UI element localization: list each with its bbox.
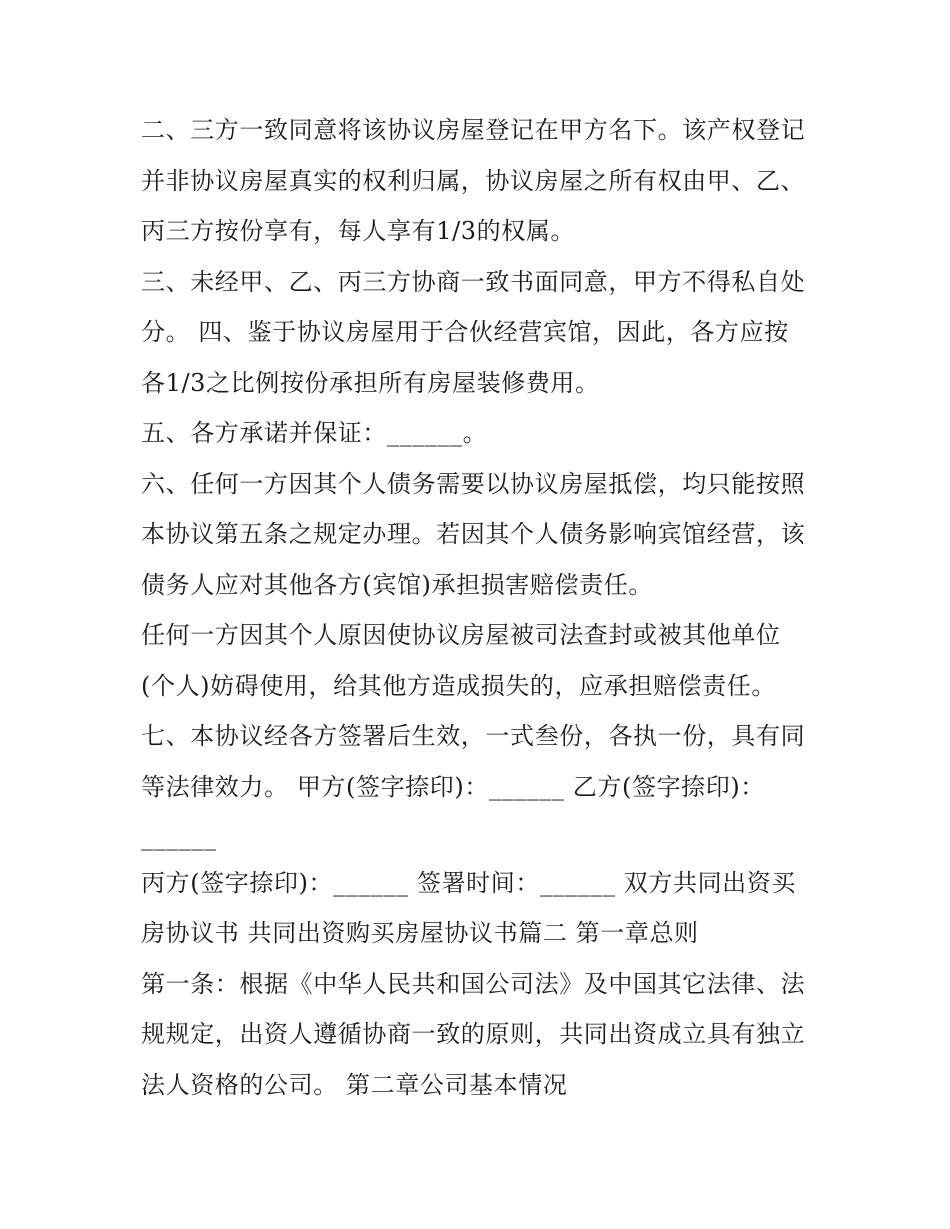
text-line: 分。 四、鉴于协议房屋用于合伙经营宾馆，因此，各方应按 bbox=[141, 318, 789, 346]
text-line: 各1/3之比例按份承担所有房屋装修费用。 bbox=[141, 369, 600, 397]
text-line: 并非协议房屋真实的权利归属，协议房屋之所有权由甲、乙、 bbox=[141, 167, 806, 195]
text-line: 任何一方因其个人原因使协议房屋被司法查封或被其他单位 bbox=[141, 621, 781, 649]
text-line: 丙三方按份享有，每人享有1/3的权属。 bbox=[141, 217, 576, 245]
text-line: 第一条：根据《中华人民共和国公司法》及中国其它法律、法 bbox=[141, 970, 806, 998]
text-line: 六、任何一方因其个人债务需要以协议房屋抵偿，均只能按照 bbox=[141, 470, 806, 498]
text-line: 债务人应对其他各方(宾馆)承担损害赔偿责任。 bbox=[141, 571, 653, 599]
text-line: 房协议书 共同出资购买房屋协议书篇二 第一章总则 bbox=[141, 919, 699, 947]
text-line: 规规定，出资人遵循协商一致的原则，共同出资成立具有独立 bbox=[141, 1020, 806, 1048]
signature-blank: ______ bbox=[141, 823, 217, 851]
text-line: 丙方(签字捺印)：______ 签署时间：______ 双方共同出资买 bbox=[141, 869, 796, 897]
text-line: (个人)妨碍使用，给其他方造成损失的，应承担赔偿责任。 bbox=[141, 672, 776, 700]
text-line: 本协议第五条之规定办理。若因其个人债务影响宾馆经营，该 bbox=[141, 520, 806, 548]
text-line: 二、三方一致同意将该协议房屋登记在甲方名下。该产权登记 bbox=[141, 116, 806, 144]
text-line: 法人资格的公司。 第二章公司基本情况 bbox=[141, 1071, 568, 1099]
text-line: 七、本协议经各方签署后生效，一式叁份，各执一份，具有同 bbox=[141, 722, 806, 750]
text-line: 三、未经甲、乙、丙三方协商一致书面同意，甲方不得私自处 bbox=[141, 268, 806, 296]
text-line: 等法律效力。 甲方(签字捺印)：______ 乙方(签字捺印)： bbox=[141, 773, 765, 801]
text-line: 五、各方承诺并保证：______。 bbox=[141, 419, 488, 447]
